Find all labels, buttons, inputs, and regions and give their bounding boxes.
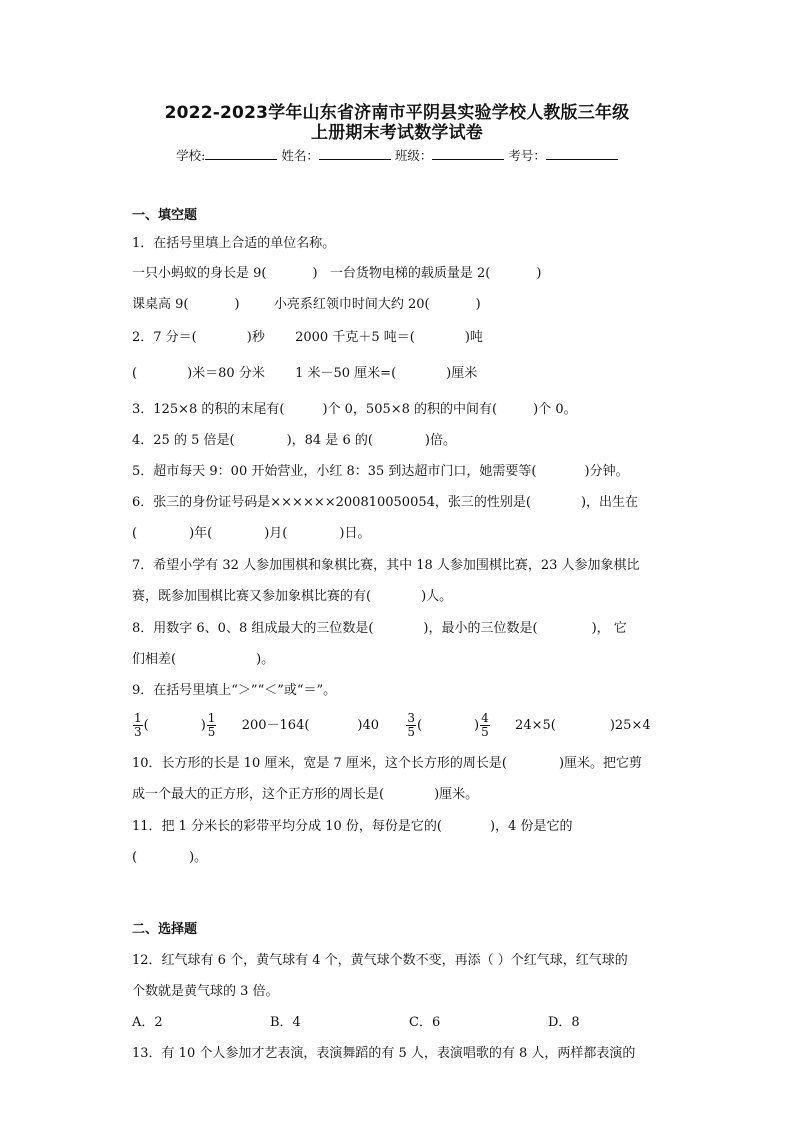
q1-line-2: 课桌高 9( ) 小亮系红领巾时间大约 20( ) (132, 297, 481, 312)
q9-stem: 9．在括号里填上“＞”“＜”或“＝”。 (132, 683, 337, 698)
school-label: 学校: (176, 148, 206, 163)
q9-items: $\frac{1}{3}$ ( ) $\frac{1}{5}$ 200－164( )40 $\frac{3}{5}$ ( ) $\frac{4}{5}$ 24×5( )25×4 (134, 711, 651, 739)
q10-line-1: 10．长方形的长是 10 厘米，宽是 7 厘米，这个长方形的周长是( )厘米。把它剪 (132, 756, 643, 771)
q8-line-2: 们相差( )。 (132, 652, 275, 667)
q12-line-1: 12．红气球有 6 个，黄气球有 4 个，黄气球个数不变，再添（ ）个红气球，红气球的 (132, 953, 628, 968)
q7-line-2: 赛，既参加围棋比赛又参加象棋比赛的有( )人。 (132, 589, 453, 604)
fraction-4-5: $\frac{4}{5}$ (481, 711, 489, 739)
q2-line-2: ( )米＝80 分米 1 米－50 厘米=( )厘米 (132, 366, 478, 381)
q2-line-1: 2．7 分＝( )秒 2000 千克＋5 吨＝( )吨 (132, 330, 483, 345)
q3: 3．125×8 的积的末尾有( )个 0，505×8 的积的中间有( )个 0。 (132, 402, 577, 417)
q7-line-1: 7．希望小学有 32 人参加围棋和象棋比赛，其中 18 人参加围棋比赛，23 人参加象棋比 (132, 558, 640, 573)
q6-line-2: ( )年( )月( )日。 (132, 526, 371, 541)
section-heading-choice: 二、选择题 (132, 922, 198, 937)
q8-line-1: 8．用数字 6、0、8 组成最大的三位数是( )，最小的三位数是( )， 它 (132, 621, 627, 636)
q12-line-2: 个数就是黄气球的 3 倍。 (132, 984, 279, 999)
fraction-3-5: $\frac{3}{5}$ (407, 711, 415, 739)
q13-line-1: 13．有 10 个人参加才艺表演，表演舞蹈的有 5 人，表演唱歌的有 8 人，两样都表演的 (132, 1046, 636, 1061)
q10-line-2: 成一个最大的正方形，这个正方形的周长是( )厘米。 (132, 787, 479, 802)
class-label: 班级： (394, 148, 433, 163)
q1-line-1: 一只小蚂蚁的身长是 9( ) 一台货物电梯的载质量是 2( ) (132, 266, 542, 281)
title-line-1: 2022-2023学年山东省济南市平阴县实验学校人教版三年级 (164, 103, 630, 123)
q6-line-1: 6．张三的身份证号码是××××××200810050054，张三的性别是( )，出生在 (132, 495, 639, 510)
school-blank[interactable] (205, 147, 277, 160)
number-label: 考号： (508, 148, 546, 163)
name-label: 姓名： (281, 148, 319, 163)
q1-stem: 1．在括号里填上合适的单位名称。 (132, 236, 336, 251)
q12-option-a[interactable]: A．2 (132, 1015, 163, 1030)
q12-option-c[interactable]: C．6 (409, 1015, 441, 1030)
title-line-2: 上册期末考试数学试卷 (311, 123, 483, 143)
class-blank[interactable] (432, 147, 504, 160)
fraction-1-3: $\frac{1}{3}$ (134, 711, 142, 739)
section-heading-fill-in: 一、填空题 (132, 208, 198, 223)
q11-line-2: ( )。 (132, 850, 208, 865)
q12-option-b[interactable]: B．4 (270, 1015, 301, 1030)
name-blank[interactable] (319, 147, 391, 160)
q4: 4．25 的 5 倍是( )，84 是 6 的( )倍。 (132, 433, 456, 448)
q5: 5．超市每天 9：00 开始营业，小红 8：35 到达超市门口，她需要等( )分钟。 (132, 464, 629, 479)
student-info-row (0, 146, 794, 164)
fraction-1-5: $\frac{1}{5}$ (207, 711, 216, 739)
q12-option-d[interactable]: D．8 (548, 1015, 580, 1030)
q11-line-1: 11．把 1 分米长的彩带平均分成 10 份，每份是它的( )，4 份是它的 (132, 819, 573, 834)
number-blank[interactable] (546, 147, 618, 160)
